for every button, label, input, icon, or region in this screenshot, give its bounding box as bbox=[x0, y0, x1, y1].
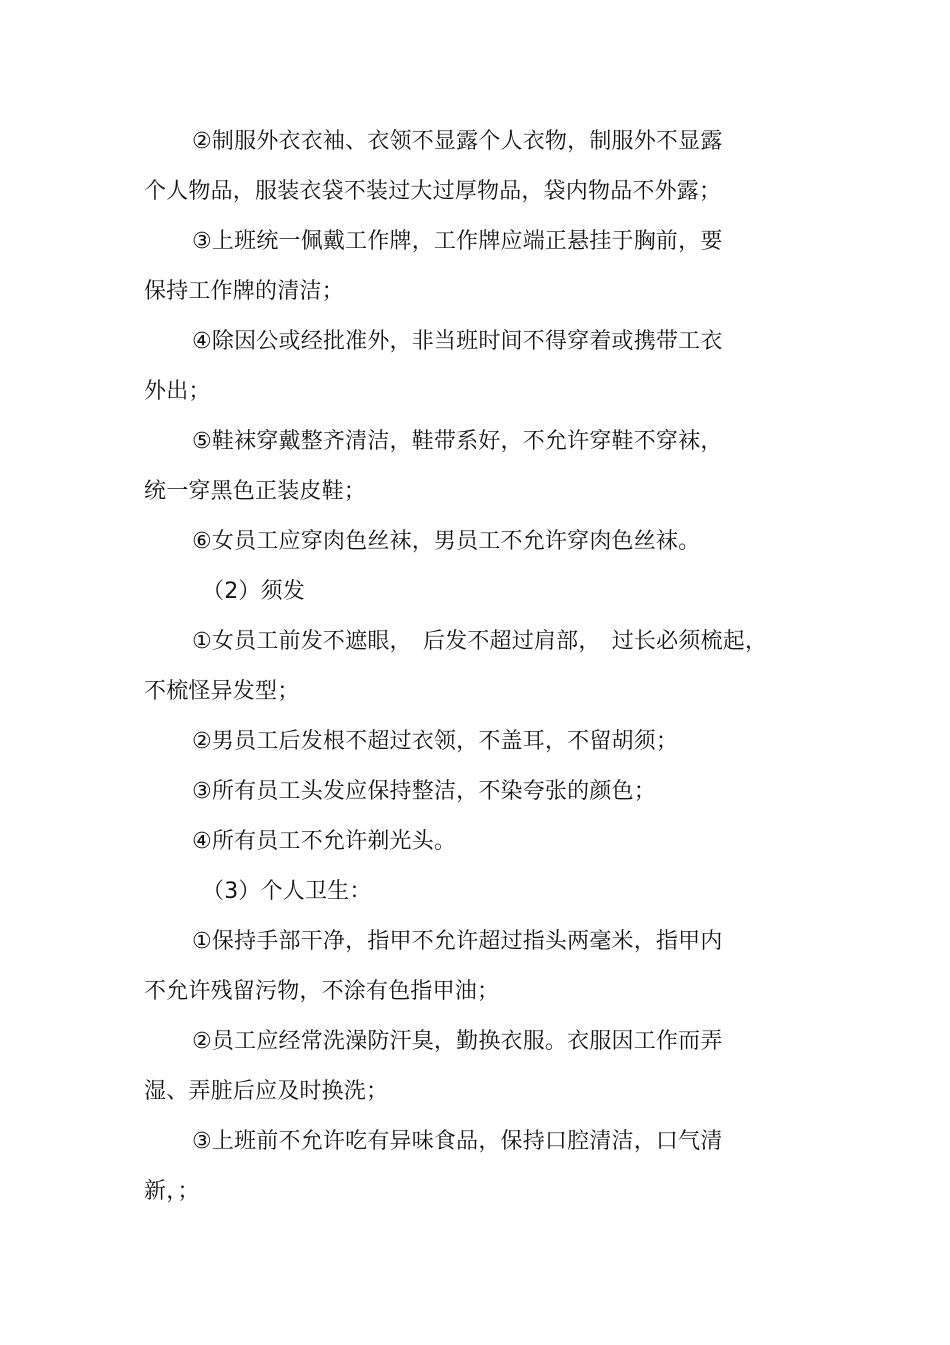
paragraph-line: 统一穿黑色正装皮鞋； bbox=[144, 479, 367, 504]
section-heading: （2）须发 bbox=[202, 579, 305, 604]
section-heading: （3）个人卫生： bbox=[202, 879, 372, 904]
paragraph-line: ④所有员工不允许剃光头。 bbox=[192, 829, 457, 854]
paragraph-line: 湿、弄脏后应及时换洗； bbox=[144, 1079, 389, 1104]
paragraph-line: ①保持手部干净，指甲不允许超过指头两毫米，指甲内 bbox=[192, 929, 723, 954]
paragraph-line: 新，； bbox=[144, 1179, 200, 1204]
paragraph-line: ①女员工前发不遮眼， 后发不超过肩部， 过长必须梳起， bbox=[192, 629, 768, 654]
paragraph-line: ⑥女员工应穿肉色丝袜，男员工不允许穿肉色丝袜。 bbox=[192, 529, 701, 554]
paragraph-line: 保持工作牌的清洁； bbox=[144, 279, 344, 304]
paragraph-line: ③上班前不允许吃有异味食品，保持口腔清洁，口气清 bbox=[192, 1129, 723, 1154]
paragraph-line: 不梳怪异发型； bbox=[144, 679, 300, 704]
paragraph-line: 外出； bbox=[144, 379, 211, 404]
paragraph-line: ③上班统一佩戴工作牌，工作牌应端正悬挂于胸前，要 bbox=[192, 229, 723, 254]
paragraph-line: 不允许残留污物，不涂有色指甲油； bbox=[144, 979, 500, 1004]
paragraph-line: ③所有员工头发应保持整洁，不染夸张的颜色； bbox=[192, 779, 656, 804]
paragraph-line: ④除因公或经批准外，非当班时间不得穿着或携带工衣 bbox=[192, 329, 723, 354]
paragraph-line: ⑤鞋袜穿戴整齐清洁，鞋带系好，不允许穿鞋不穿袜， bbox=[192, 429, 723, 454]
paragraph-line: 个人物品，服装衣袋不装过大过厚物品，袋内物品不外露； bbox=[144, 179, 722, 204]
paragraph-line: ②男员工后发根不超过衣领，不盖耳，不留胡须； bbox=[192, 729, 679, 754]
paragraph-line: ②员工应经常洗澡防汗臭，勤换衣服。衣服因工作而弄 bbox=[192, 1029, 723, 1054]
paragraph-line: ②制服外衣衣袖、衣领不显露个人衣物，制服外不显露 bbox=[192, 129, 723, 154]
